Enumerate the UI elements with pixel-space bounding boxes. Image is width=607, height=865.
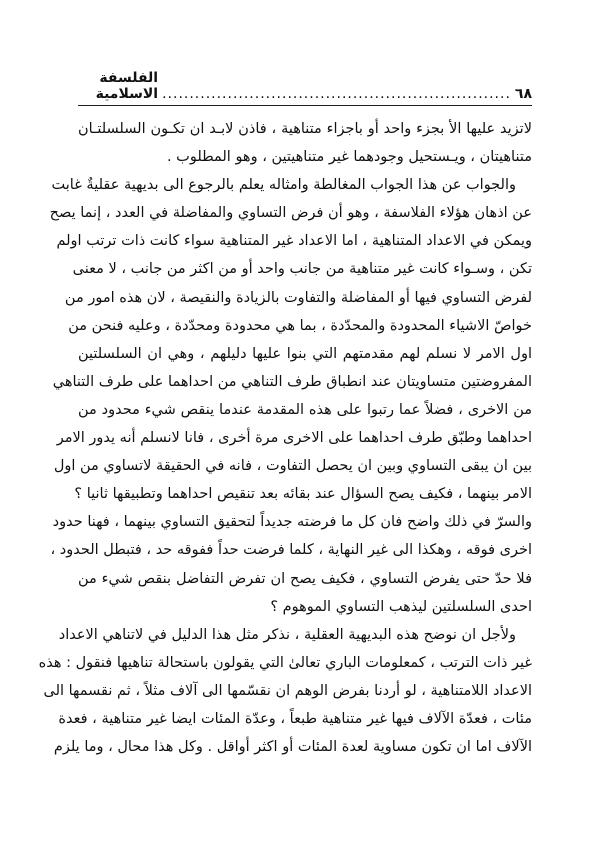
text-line: مئات ، فعدّة الآلاف فيها غير متناهية طبعاً ، وعدّة المئات ايضا غير متناهية ، فعدة bbox=[58, 710, 532, 727]
text-line: تكن ، وسـواء كانت غير متناهية من جانب واحد أو من اكثر من جانب ، لا معنى bbox=[72, 261, 532, 278]
page-body bbox=[38, 115, 532, 761]
text-line: بين ان يبقى التساوي وبين ان يحصل التفاوت ، فانه في الحقيقة لاتساوي من اول bbox=[53, 458, 532, 475]
text-line: احدى السلسلتين ليذهب التساوي الموهوم ؟ bbox=[270, 598, 532, 615]
text-line: متناهيتان ، ويـستحيل وجودهما غير متناهيتين ، وهو المطلوب . bbox=[166, 149, 532, 166]
text-line: احداهما وطبّق طرف احداهما على الاخرى مرة أخرى ، فانا لانسلم أنه يدور الامر bbox=[56, 430, 532, 447]
text-line: اخرى فوقه ، وهكذا الى غير النهاية ، كلما فرضت حداً ففوقه حد ، فتبطل الحدود ، bbox=[50, 542, 532, 559]
text-line: ولأجل ان نوضح هذه البديهية العقلية ، نذكر مثل هذا الدليل في لاتناهي الاعداد bbox=[58, 626, 516, 643]
text-line: لفرض التساوي فيها أو المفاضلة والتفاوت بالزيادة والنقيصة ، لان هذه امور من bbox=[64, 289, 532, 306]
text-line: والسرّ في ذلك واضح فان كل ما فرضته جديداً لتحقيق التساوي بينهما ، فهنا حدود bbox=[52, 514, 532, 531]
page-number: ٦٨ bbox=[514, 86, 532, 102]
text-line: والجواب عن هذا الجواب المغالطة وامثاله يعلم بالرجوع الى بديهية عقليةٌ غابت bbox=[51, 177, 516, 194]
text-line: فلا حدّ حتى يفرض التساوي ، فكيف يصح ان تفرض التفاضل بنقص شيء من bbox=[78, 570, 532, 587]
header-leader-dots: ................................................................ bbox=[162, 86, 511, 102]
text-line: ويمكن في الاعداد المتناهية ، اما الاعداد غير المتناهية سواء كانت ذات ترتب اولم bbox=[56, 233, 532, 250]
text-line: اول الامر لا نسلم لهم مقدمتهم التي بنوا عليها دليلهم ، وهي ان السلسلتين bbox=[78, 345, 532, 362]
text-line: الامر بينهما ، فكيف يصح السؤال عند بقائه بعد تنقيص احداهما وتطبيقها ثانيا ؟ bbox=[74, 486, 532, 503]
text-line: الاعداد اللامتناهية ، لو أردنا بفرض الوهم ان نقسّمها الى آلاف مثلاً ، ثم نقسمها الى bbox=[43, 682, 532, 699]
text-line: عن اذهان هؤلاء الفلاسفة ، وهو أن فرض التساوي والمفاضلة في العدد ، إنما يصح bbox=[49, 205, 532, 222]
text-line: لاتزيد عليها الأ بجزء واحد أو باجزاء متناهية ، فاذن لابـد ان تكـون السلسلتـان bbox=[78, 121, 532, 137]
text-line: المفروضتين متساويتان عند انطباق طرف التناهي من احداهما على طرف التناهي bbox=[52, 373, 532, 390]
header-title: الفلسفة الاسلامية bbox=[95, 70, 159, 102]
text-line: غير ذات الترتب ، كمعلومات الباري تعالىٰ التي يقولون باستحالة تناهيها فنقول : هذه bbox=[38, 654, 532, 671]
running-header bbox=[78, 70, 532, 106]
text-line: خواصّ الاشياء المحدودة والمحدّدة ، بما هي محدودة ومحدّدة ، وعليه فنحن من bbox=[68, 317, 532, 334]
text-line: من الاخرى ، فضلاً عما رتبوا على هذه المقدمة عندما ينقص شيء محدود من bbox=[78, 401, 532, 418]
text-line: الآلاف اما ان تكون مساوية لعدة المئات أو اكثر أواقل . وكل هذا محال ، وما يلزم bbox=[53, 739, 532, 756]
